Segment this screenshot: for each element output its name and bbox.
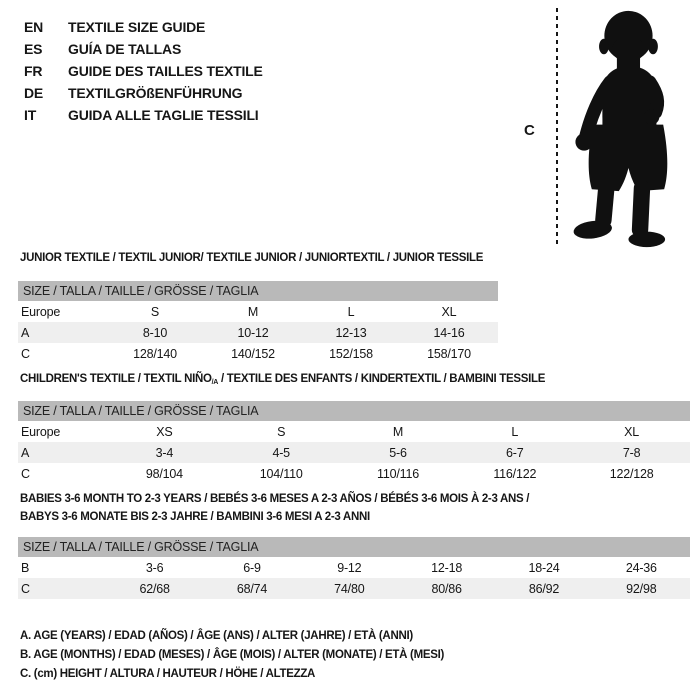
size-cell: 3-6 <box>145 560 164 575</box>
children-table-title <box>20 373 545 386</box>
table-row-height <box>18 463 690 484</box>
language-code: EN <box>24 19 44 35</box>
size-cell: L <box>511 424 519 439</box>
size-header-row <box>18 281 498 301</box>
size-cell: 18-24 <box>528 560 560 575</box>
size-cell: 98/104 <box>145 466 183 481</box>
size-cell: 86/92 <box>495 578 592 599</box>
size-header-label: SIZE / TALLA / TAILLE / GRÖSSE / TAGLIA <box>18 401 690 421</box>
size-cell: 3-4 <box>106 442 223 463</box>
size-header-row <box>18 401 690 421</box>
size-cell: 62/68 <box>106 578 203 599</box>
size-cell: 7-8 <box>573 442 690 463</box>
table-row-height <box>18 578 690 599</box>
size-cell: 4-5 <box>223 442 340 463</box>
row-label: C <box>18 578 106 599</box>
language-code: ES <box>24 41 43 57</box>
size-cell: 14-16 <box>400 322 498 343</box>
table-row-height <box>18 343 498 364</box>
row-label: C <box>21 466 30 481</box>
size-cell: 140/152 <box>231 346 275 361</box>
legend-notes <box>20 627 444 684</box>
size-cell: 6-9 <box>243 560 261 575</box>
language-row-it <box>24 104 263 126</box>
measure-label-c: C <box>524 122 535 139</box>
size-cell: 6-7 <box>456 442 573 463</box>
table-row-europe <box>18 421 690 442</box>
language-title: TEXTILGRÖßENFÜHRUNG <box>68 85 243 101</box>
row-label: B <box>21 560 30 575</box>
height-dashed-line <box>556 8 558 246</box>
table-row-age-months <box>18 557 690 578</box>
children-title-pre: CHILDREN'S TEXTILE / TEXTIL NIÑO <box>20 373 212 385</box>
size-cell: 122/128 <box>609 466 654 481</box>
size-cell: 110/116 <box>377 466 419 481</box>
size-cell: L <box>347 304 355 319</box>
row-label: Europe <box>21 424 61 439</box>
size-cell: 80/86 <box>398 578 495 599</box>
children-size-table <box>18 401 690 484</box>
size-cell: 152/158 <box>329 346 373 361</box>
language-title-list <box>24 16 263 126</box>
size-cell: 24-36 <box>625 560 657 575</box>
size-cell: 12-13 <box>302 322 400 343</box>
note-age-years: A. AGE (YEARS) / EDAD (AÑOS) / ÂGE (ANS) / ALTER (JAHRE) / ETÀ (ANNI) <box>20 630 413 642</box>
size-cell: 92/98 <box>593 578 690 599</box>
junior-table-title: JUNIOR TEXTILE / TEXTIL JUNIOR/ TEXTILE JUNIOR / JUNIORTEXTIL / JUNIOR TESSILE <box>20 252 484 264</box>
language-row-es <box>24 38 263 60</box>
note-height: C. (cm) HEIGHT / ALTURA / HAUTEUR / HÖHE / ALTEZZA <box>20 668 316 680</box>
size-cell: XL <box>624 424 640 439</box>
size-cell: 12-18 <box>431 560 463 575</box>
babies-title-line1: BABIES 3-6 MONTH TO 2-3 YEARS / BEBÉS 3-6 MESES A 2-3 AÑOS / BÉBÉS 3-6 MOIS À 2-3 ANS / <box>20 493 530 505</box>
size-cell: S <box>150 304 160 319</box>
language-code: IT <box>24 107 37 123</box>
size-cell: S <box>277 424 286 439</box>
row-label: A <box>18 442 106 463</box>
table-row-age-years <box>18 442 690 463</box>
language-title: GUIDE DES TAILLES TEXTILE <box>68 63 263 79</box>
language-title: GUÍA DE TALLAS <box>68 41 182 57</box>
row-label: C <box>21 346 30 361</box>
size-cell: M <box>392 424 404 439</box>
table-row-age-years <box>18 322 498 343</box>
size-header-label: SIZE / TALLA / TAILLE / GRÖSSE / TAGLIA <box>18 537 690 557</box>
children-title-subscript: /A <box>211 379 219 386</box>
size-cell: 9-12 <box>337 560 362 575</box>
junior-size-table <box>18 281 498 364</box>
baby-silhouette-image <box>560 5 695 250</box>
size-cell: 104/110 <box>259 466 303 481</box>
babies-table-title <box>20 490 620 526</box>
note-age-months: B. AGE (MONTHS) / EDAD (MESES) / ÂGE (MOIS) / ALTER (MONATE) / ETÀ (MESI) <box>20 649 445 661</box>
row-label: Europe <box>21 304 61 319</box>
babies-title-line2: BABYS 3-6 MONATE BIS 2-3 JAHRE / BAMBINI 3-6 MESI A 2-3 ANNI <box>20 511 370 523</box>
size-cell: 128/140 <box>133 346 177 361</box>
size-cell: 10-12 <box>204 322 302 343</box>
size-header-row <box>18 537 690 557</box>
size-cell: 74/80 <box>301 578 398 599</box>
language-code: DE <box>24 85 44 101</box>
language-row-fr <box>24 60 263 82</box>
language-title: TEXTILE SIZE GUIDE <box>68 19 206 35</box>
size-cell: 158/170 <box>427 346 471 361</box>
size-header-label: SIZE / TALLA / TAILLE / GRÖSSE / TAGLIA <box>18 281 498 301</box>
children-title-post: / TEXTILE DES ENFANTS / KINDERTEXTIL / BAMBINI TESSILE <box>218 373 546 385</box>
language-title: GUIDA ALLE TAGLIE TESSILI <box>68 107 259 123</box>
size-cell: 116/122 <box>493 466 537 481</box>
size-cell: 5-6 <box>340 442 457 463</box>
babies-size-table <box>18 537 690 599</box>
size-cell: M <box>247 304 259 319</box>
size-cell: 8-10 <box>106 322 204 343</box>
language-code: FR <box>24 63 43 79</box>
size-cell: XL <box>441 304 457 319</box>
table-row-europe <box>18 301 498 322</box>
language-row-en <box>24 16 263 38</box>
size-cell: XS <box>156 424 173 439</box>
row-label: A <box>18 322 106 343</box>
language-row-de <box>24 82 263 104</box>
size-cell: 68/74 <box>203 578 300 599</box>
